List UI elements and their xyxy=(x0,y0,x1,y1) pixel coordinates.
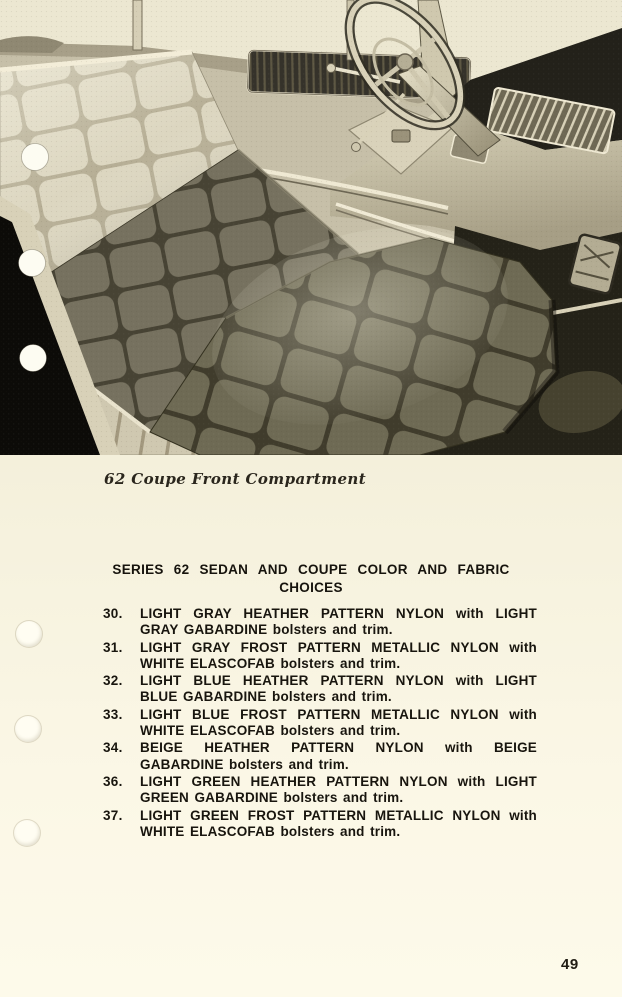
item-number: 37. xyxy=(103,807,123,823)
item-text: LIGHT BLUE HEATHER PATTERN NYLON with LIGHT BLUE GABARDINE bolsters and trim. xyxy=(140,673,537,705)
photo-caption: 62 Coupe Front Compartment xyxy=(104,470,367,488)
item-text: LIGHT BLUE FROST PATTERN METALLIC NYLON with WHITE ELASCOFAB bolsters and trim. xyxy=(140,706,537,739)
item-number: 34. xyxy=(103,740,123,756)
item-number: 30. xyxy=(103,606,123,621)
punch-hole xyxy=(16,621,42,647)
page-number: 49 xyxy=(561,956,579,973)
punch-hole xyxy=(14,820,40,846)
fabric-choice-item xyxy=(103,740,537,773)
item-text: LIGHT GRAY FROST PATTERN METALLIC NYLON with WHITE ELASCOFAB bolsters and trim. xyxy=(140,639,537,671)
item-text: LIGHT GRAY HEATHER PATTERN NYLON with LIGHT GRAY GABARDINE bolsters and trim. xyxy=(140,606,537,638)
fabric-choice-item xyxy=(103,606,537,639)
item-text: LIGHT GREEN HEATHER PATTERN NYLON with LIGHT GREEN GABARDINE bolsters and trim. xyxy=(140,773,537,806)
item-text: LIGHT GREEN FROST PATTERN METALLIC NYLON with WHITE ELASCOFAB bolsters and trim. xyxy=(140,807,537,839)
fabric-choice-item xyxy=(103,640,537,673)
fabric-choice-item xyxy=(103,808,537,841)
interior-photo xyxy=(0,0,622,455)
item-number: 33. xyxy=(103,706,123,722)
fabric-choice-item xyxy=(103,774,537,807)
fabric-choice-item xyxy=(103,673,537,706)
item-number: 32. xyxy=(103,673,123,689)
section-heading-line1: SERIES 62 SEDAN AND COUPE COLOR AND FABRIC xyxy=(112,562,510,577)
item-number: 36. xyxy=(103,773,123,789)
punch-hole xyxy=(15,716,41,742)
item-text: BEIGE HEATHER PATTERN NYLON with BEIGE GABARDINE bolsters and trim. xyxy=(140,740,537,772)
photo-grain xyxy=(0,0,622,455)
fabric-choice-item xyxy=(103,707,537,740)
item-number: 31. xyxy=(103,639,123,655)
section-heading-line2: CHOICES xyxy=(279,580,343,595)
section-heading xyxy=(0,561,622,597)
fabric-choice-list xyxy=(103,606,537,841)
